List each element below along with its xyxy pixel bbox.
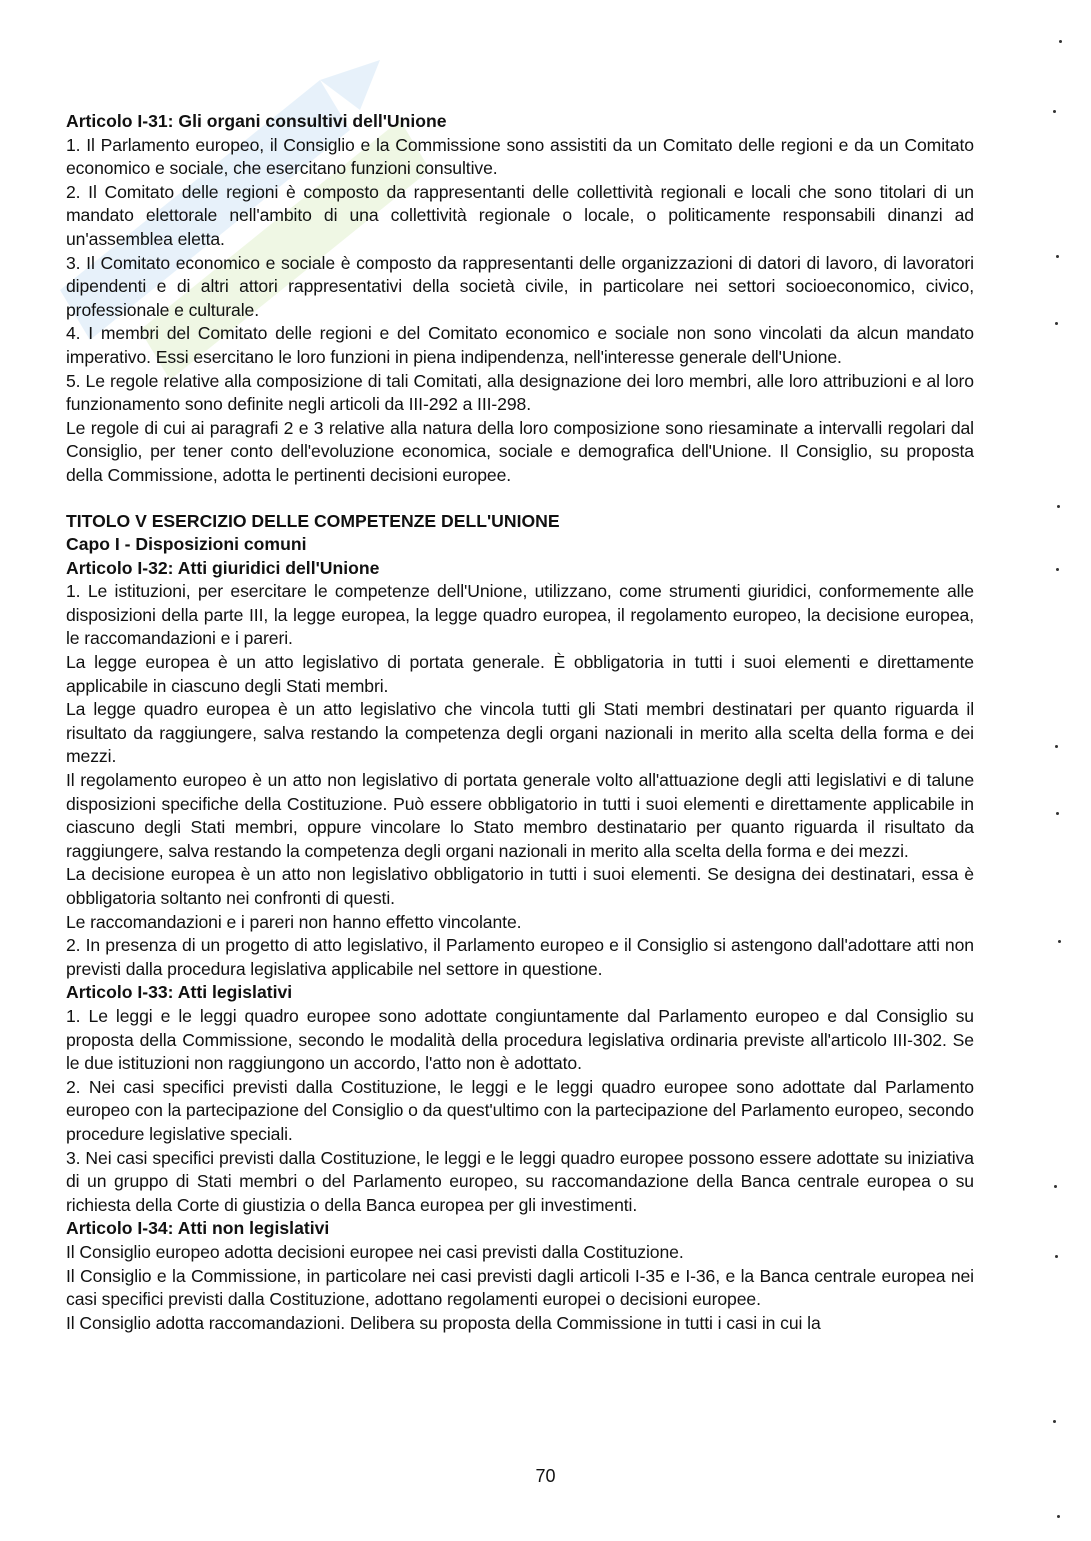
article-i31-paragraph-6: Le regole di cui ai paragrafi 2 e 3 relative alla natura della loro composizione sono riesaminate a intervalli regolari dal Consiglio, per tener conto dell'evoluzione economica, sociale e demografica dell'Unione. Il Consiglio, su proposta della Commissione, adotta le pertinenti decisioni europee. — [66, 417, 974, 485]
article-i33-title: Articolo I-33: Atti legislativi — [66, 982, 293, 1003]
article-i31-title: Articolo I-31: Gli organi consultivi dell'Unione — [66, 111, 447, 131]
article-i32-paragraph-3: La legge quadro europea è un atto legislativo che vincola tutti gli Stati membri destinatari per quanto riguarda il risultato da raggiungere, salva restando la competenza degli organi nazionali in merito alla scelta della forma e dei mezzi. — [66, 699, 974, 767]
article-i34-paragraph-1: Il Consiglio europeo adotta decisioni europee nei casi previsti dalla Costituzione. — [66, 1241, 684, 1262]
scan-margin-specks — [1031, 0, 1091, 1541]
article-i33-paragraph-2: 2. Nei casi specifici previsti dalla Costituzione, le leggi e le leggi quadro europee sono adottate dal Parlamento europeo con la partecipazione del Consiglio o da quest'ultimo con la partecipazione del Parlamento europeo, secondo procedure legislative speciali. — [66, 1076, 974, 1144]
page-number: 70 — [535, 1466, 556, 1486]
article-i33-paragraph-1: 1. Le leggi e le leggi quadro europee sono adottate congiuntamente dal Parlamento europeo e dal Consiglio su proposta della Commissione, secondo le modalità della procedura legislativa ordinaria previste all'articolo III-302. Se le due istituzioni non raggiungono un accordo, l'atto non è adottato. — [66, 1005, 974, 1074]
chapter-heading: Capo I - Disposizioni comuni — [66, 534, 307, 555]
article-i31-paragraph-5: 5. Le regole relative alla composizione di tali Comitati, alla designazione dei loro membri, alle loro attribuzioni e al loro funzionamento sono definite negli articoli da III-292 a III-298. — [66, 370, 974, 415]
article-i32-paragraph-2: La legge europea è un atto legislativo di portata generale. È obbligatoria in tutti i suoi elementi e direttamente applicabile in ciascuno degli Stati membri. — [66, 652, 974, 696]
article-i34-paragraph-2: Il Consiglio e la Commissione, in particolare nei casi previsti dagli articoli I-35 e I-36, e la Banca centrale europea nei casi specifici previsti dalla Costituzione, adottano regolamenti europei o decisioni europee. — [66, 1265, 974, 1310]
article-i34-title: Articolo I-34: Atti non legislativi — [66, 1218, 330, 1239]
section-gap — [66, 488, 974, 510]
article-i32-paragraph-6: Le raccomandazioni e i pareri non hanno effetto vincolante. — [66, 911, 522, 932]
article-i31-paragraph-3: 3. Il Comitato economico e sociale è composto da rappresentanti delle organizzazioni di datori di lavoro, di lavoratori dipendenti e di altri attori rappresentativi della società civile, in particolare nei settori socioeconomico, civico, professionale e culturale. — [66, 252, 974, 320]
title-v-heading: TITOLO V ESERCIZIO DELLE COMPETENZE DELL'UNIONE — [66, 510, 560, 531]
article-i32-paragraph-4: Il regolamento europeo è un atto non legislativo di portata generale volto all'attuazione degli atti legislativi e di talune disposizioni specifiche della Costituzione. Può essere obbligatorio in tutti i suoi elementi e direttamente applicabile in ciascuno degli Stati membri, oppure vincolare lo Stato membro destinatario per quanto riguarda il risultato da raggiungere, salva restando la competenza degli organi nazionali in merito alla scelta della forma e dei mezzi. — [66, 770, 974, 861]
article-i31-paragraph-4: 4. I membri del Comitato delle regioni e del Comitato economico e sociale non sono vincolati da alcun mandato imperativo. Essi esercitano le loro funzioni in piena indipendenza, nell'interesse generale dell'Unione. — [66, 323, 974, 367]
article-i34-paragraph-3: Il Consiglio adotta raccomandazioni. Delibera su proposta della Commissione in tutti i casi in cui la — [66, 1312, 821, 1333]
article-i32-paragraph-5: La decisione europea è un atto non legislativo obbligatorio in tutti i suoi elementi. Se designa dei destinatari, essa è obbligatoria soltanto nei confronti di questi. — [66, 864, 974, 908]
article-i32-title: Articolo I-32: Atti giuridici dell'Unione — [66, 557, 380, 578]
article-i32-paragraph-7: 2. In presenza di un progetto di atto legislativo, il Parlamento europeo e il Consiglio si astengono dall'adottare atti non previsti dalla procedura legislativa applicabile nel settore in questione. — [66, 935, 974, 979]
article-i31-paragraph-2: 2. Il Comitato delle regioni è composto da rappresentanti delle collettività regionali e locali che sono titolari di un mandato elettorale nell'ambito di una collettività regionale o locale, o politicamente responsabili dinanzi ad un'assemblea eletta. — [66, 181, 974, 249]
article-i32-paragraph-1: 1. Le istituzioni, per esercitare le competenze dell'Unione, utilizzano, come strumenti giuridici, conformemente alle disposizioni della parte III, la legge europea, la legge quadro europea, il regolamento europeo, la decisione europea, le raccomandazioni e i pareri. — [66, 581, 974, 649]
article-i33-paragraph-3: 3. Nei casi specifici previsti dalla Costituzione, le leggi e le leggi quadro europee possono essere adottate su iniziativa di un gruppo di Stati membri o del Parlamento europeo, su raccomandazione della Banca centrale europea o su richiesta della Corte di giustizia o della Banca europea per gli investimenti. — [66, 1147, 974, 1215]
document-page — [66, 110, 974, 1335]
article-i31-paragraph-1: 1. Il Parlamento europeo, il Consiglio e la Commissione sono assistiti da un Comitato delle regioni e da un Comitato economico e sociale, che esercitano funzioni consultive. — [66, 134, 974, 179]
